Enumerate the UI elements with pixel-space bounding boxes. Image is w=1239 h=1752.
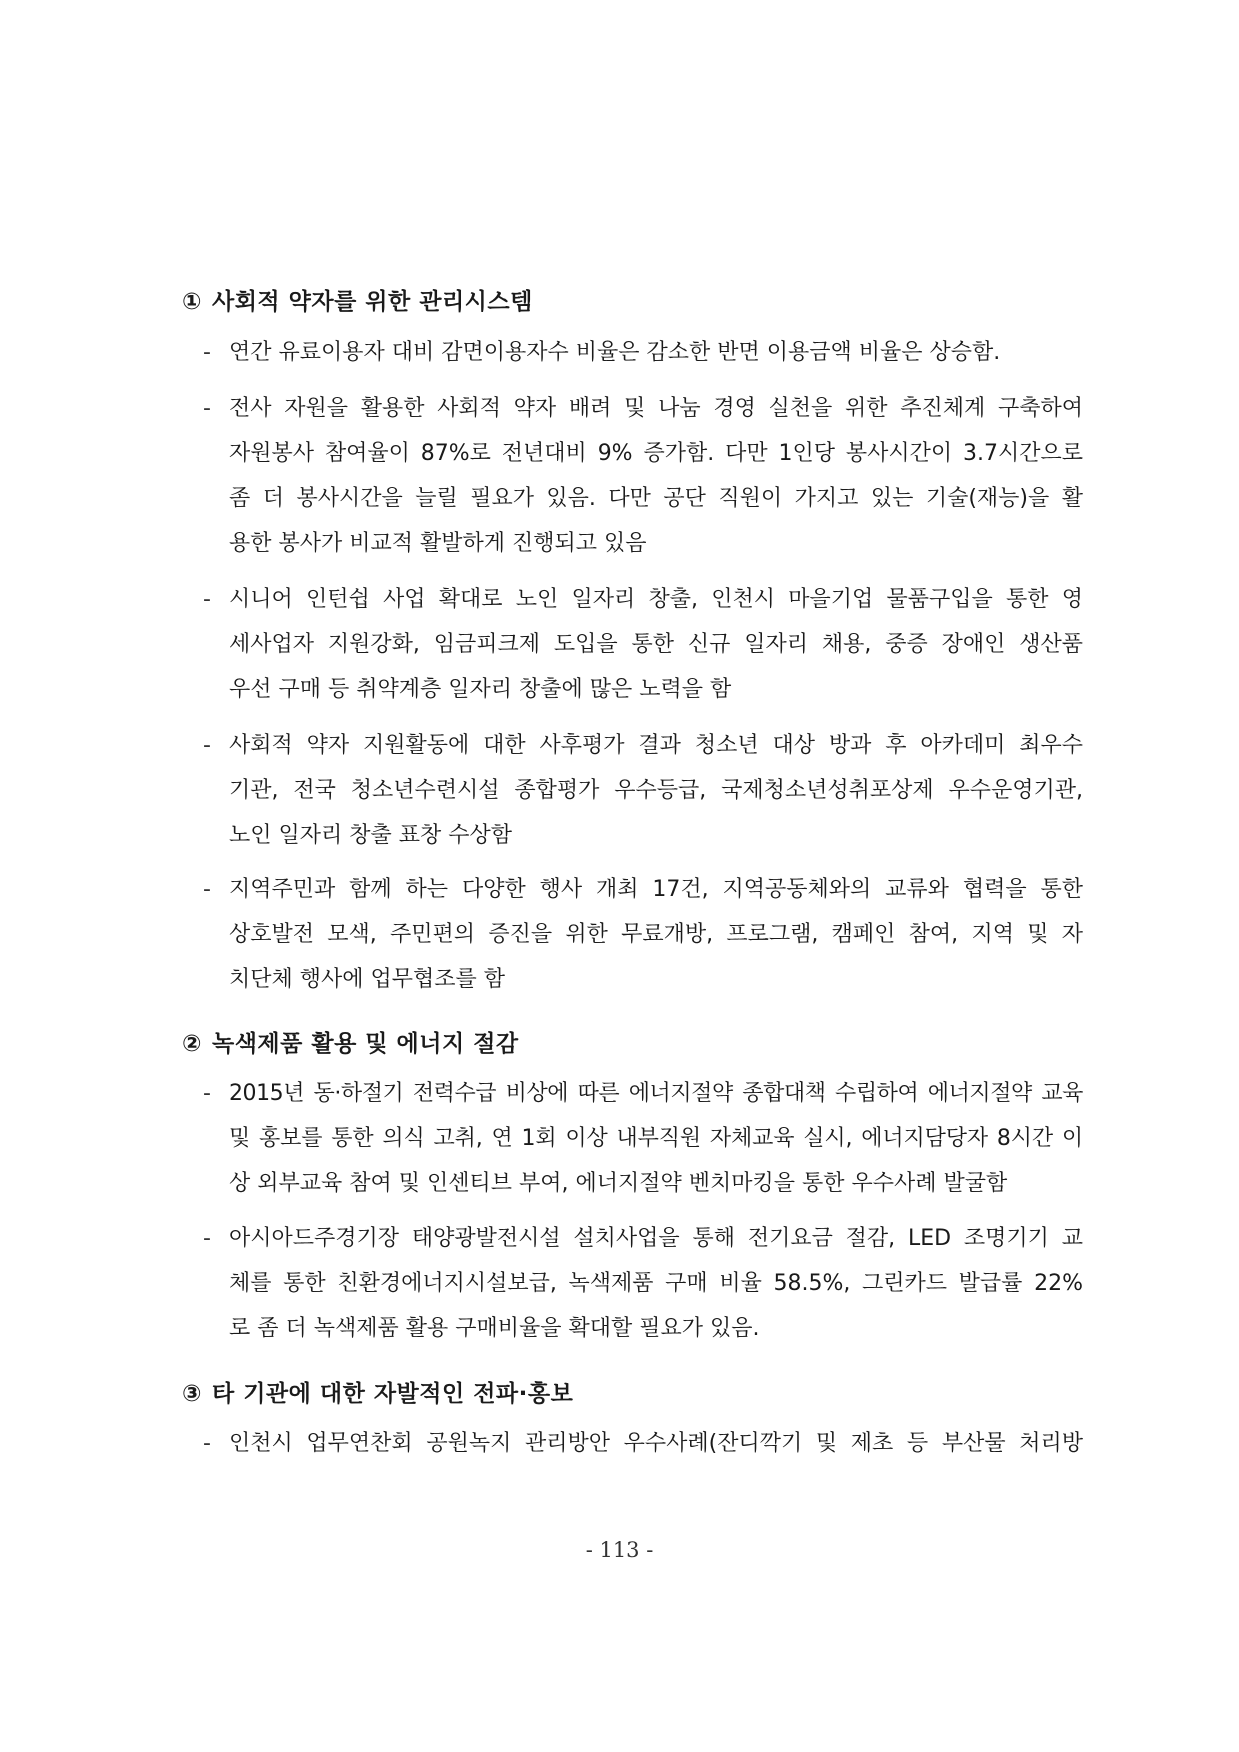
list-item bbox=[203, 1216, 1083, 1351]
text-line: 전사 자원을 활용한 사회적 약자 배려 및 나눔 경영 실천을 위한 추진체계 구축하여 bbox=[229, 396, 1083, 421]
section-title: 녹색제품 활용 및 에너지 절감 bbox=[211, 1031, 519, 1057]
text-line: 상호발전 모색, 주민편의 증진을 위한 무료개방, 프로그램, 캠페인 참여, 지역 및 자 bbox=[229, 922, 1083, 947]
dash-bullet: - bbox=[203, 396, 211, 421]
section-heading-1 bbox=[182, 283, 533, 316]
page-number: - 113 - bbox=[585, 1538, 654, 1562]
dash-bullet: - bbox=[203, 877, 211, 902]
text-line: 로 좀 더 녹색제품 활용 구매비율을 확대할 필요가 있음. bbox=[229, 1316, 760, 1341]
list-item bbox=[203, 330, 1083, 375]
list-item bbox=[203, 577, 1083, 712]
text-line: 연간 유료이용자 대비 감면이용자수 비율은 감소한 반면 이용금액 비율은 상승함. bbox=[229, 340, 1001, 365]
section-heading-3 bbox=[182, 1375, 573, 1408]
text-line: 용한 봉사가 비교적 활발하게 진행되고 있음 bbox=[229, 531, 647, 556]
dash-bullet: - bbox=[203, 1226, 211, 1251]
text-line: 2015년 동·하절기 전력수급 비상에 따른 에너지절약 종합대책 수립하여 에너지절약 교육 bbox=[229, 1081, 1083, 1106]
section-marker: ① bbox=[182, 289, 202, 315]
section-title: 타 기관에 대한 자발적인 전파·홍보 bbox=[211, 1381, 574, 1407]
section-marker: ② bbox=[182, 1031, 202, 1057]
section-title: 사회적 약자를 위한 관리시스템 bbox=[211, 289, 533, 315]
list-item bbox=[203, 386, 1083, 566]
text-line: 지역주민과 함께 하는 다양한 행사 개최 17건, 지역공동체와의 교류와 협력을 통한 bbox=[229, 877, 1083, 902]
list-item bbox=[203, 867, 1083, 1002]
list-item bbox=[203, 723, 1083, 858]
section-marker: ③ bbox=[182, 1381, 202, 1407]
text-line: 치단체 행사에 업무협조를 함 bbox=[229, 967, 506, 992]
text-line: 인천시 업무연찬회 공원녹지 관리방안 우수사례(잔디깍기 및 제초 등 부산물 처리방 bbox=[229, 1431, 1083, 1456]
text-line: 좀 더 봉사시간을 늘릴 필요가 있음. 다만 공단 직원이 가지고 있는 기술(재능)을 활 bbox=[229, 486, 1083, 511]
text-line: 우선 구매 등 취약계층 일자리 창출에 많은 노력을 함 bbox=[229, 677, 732, 702]
text-line: 기관, 전국 청소년수련시설 종합평가 우수등급, 국제청소년성취포상제 우수운영기관, bbox=[229, 778, 1083, 803]
dash-bullet: - bbox=[203, 587, 211, 612]
text-line: 자원봉사 참여율이 87%로 전년대비 9% 증가함. 다만 1인당 봉사시간이 3.7시간으로 bbox=[229, 441, 1083, 466]
text-line: 체를 통한 친환경에너지시설보급, 녹색제품 구매 비율 58.5%, 그린카드 발급률 22% bbox=[229, 1271, 1083, 1296]
text-line: 및 홍보를 통한 의식 고취, 연 1회 이상 내부직원 자체교육 실시, 에너지담당자 8시간 이 bbox=[229, 1126, 1083, 1151]
text-line: 시니어 인턴쉽 사업 확대로 노인 일자리 창출, 인천시 마을기업 물품구입을 통한 영 bbox=[229, 587, 1083, 612]
text-line: 노인 일자리 창출 표창 수상함 bbox=[229, 823, 512, 848]
dash-bullet: - bbox=[203, 1081, 211, 1106]
dash-bullet: - bbox=[203, 340, 211, 365]
list-item bbox=[203, 1071, 1083, 1206]
dash-bullet: - bbox=[203, 733, 211, 758]
text-line: 상 외부교육 참여 및 인센티브 부여, 에너지절약 벤치마킹을 통한 우수사례 발굴함 bbox=[229, 1171, 1008, 1196]
text-line: 아시아드주경기장 태양광발전시설 설치사업을 통해 전기요금 절감, LED 조명기기 교 bbox=[229, 1226, 1083, 1251]
text-line: 사회적 약자 지원활동에 대한 사후평가 결과 청소년 대상 방과 후 아카데미 최우수 bbox=[229, 733, 1083, 758]
text-line: 세사업자 지원강화, 임금피크제 도입을 통한 신규 일자리 채용, 중증 장애인 생산품 bbox=[229, 632, 1083, 657]
dash-bullet: - bbox=[203, 1431, 211, 1456]
list-item bbox=[203, 1421, 1083, 1466]
section-heading-2 bbox=[182, 1025, 519, 1058]
